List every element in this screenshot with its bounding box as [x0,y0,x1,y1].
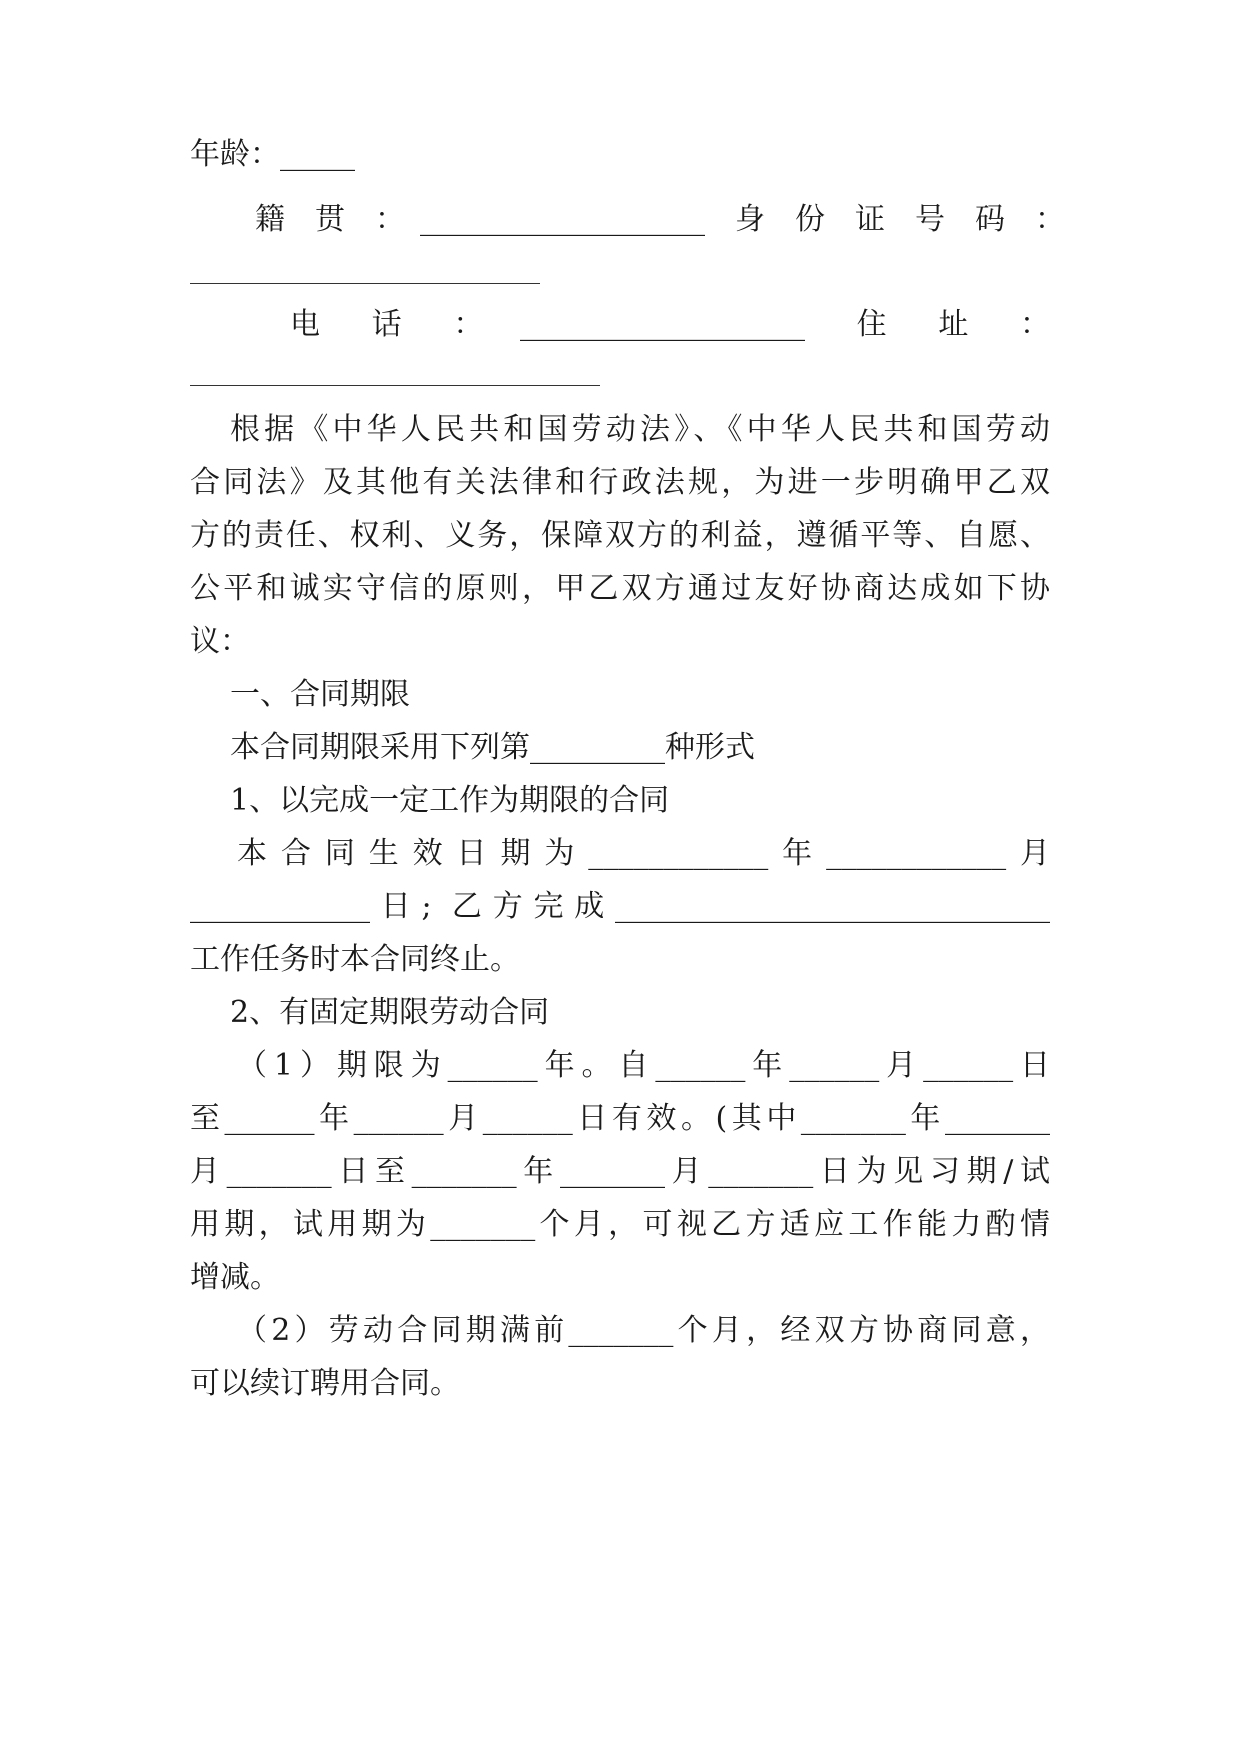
preamble-line-1: 根据《中华人民共和国劳动法》、《中华人民共和国劳动 [230,412,1050,447]
phone-address-line: 电 话 ： ___________________ 住 址 ： [290,307,1050,342]
item-2-1-line-5: 增减。 [190,1260,280,1295]
age-line: 年龄：_____ [190,137,355,172]
section-heading-term: 一、合同期限 [230,677,410,712]
item-1-completion-line: ____________日; 乙方完成_____________________________ [190,889,1050,924]
preamble-line-5: 议： [190,624,250,659]
item-2-2-line-1: （2）劳动合同期满前_______个月，经双方协商同意， [237,1313,1050,1348]
item-2-1-line-1: （1）期限为______年。自______年______月______日 [237,1048,1050,1083]
id-number-blank [190,283,540,284]
item-2-2-line-2: 可以续订聘用合同。 [190,1366,460,1401]
address-blank [190,385,600,386]
item-2-heading: 2、有固定期限劳动合同 [230,995,550,1030]
preamble-line-4: 公平和诚实守信的原则，甲乙双方通过友好协商达成如下协 [190,571,1050,606]
item-2-1-line-3: 月_______日至_______年_______月_______日为见习期/试 [190,1154,1050,1189]
item-1-termination-line: 工作任务时本合同终止。 [190,942,520,977]
preamble-line-2: 合同法》及其他有关法律和行政法规，为进一步明确甲乙双 [190,465,1050,500]
item-1-heading: 1、以完成一定工作为期限的合同 [230,783,670,818]
term-form-line: 本合同期限采用下列第_________种形式 [230,730,755,765]
item-1-effective-date: 本合同生效日期为____________年____________月 [237,836,1050,871]
preamble-line-3: 方的责任、权利、义务，保障双方的利益，遵循平等、自愿、 [190,518,1050,553]
item-2-1-line-4: 用期，试用期为_______个月，可视乙方适应工作能力酌情 [190,1207,1050,1242]
item-2-1-line-2: 至______年______月______日有效。(其中_______年_______ [190,1101,1050,1136]
native-place-id-line: 籍 贯 ： ___________________ 身 份 证 号 码 ： [255,202,1065,237]
